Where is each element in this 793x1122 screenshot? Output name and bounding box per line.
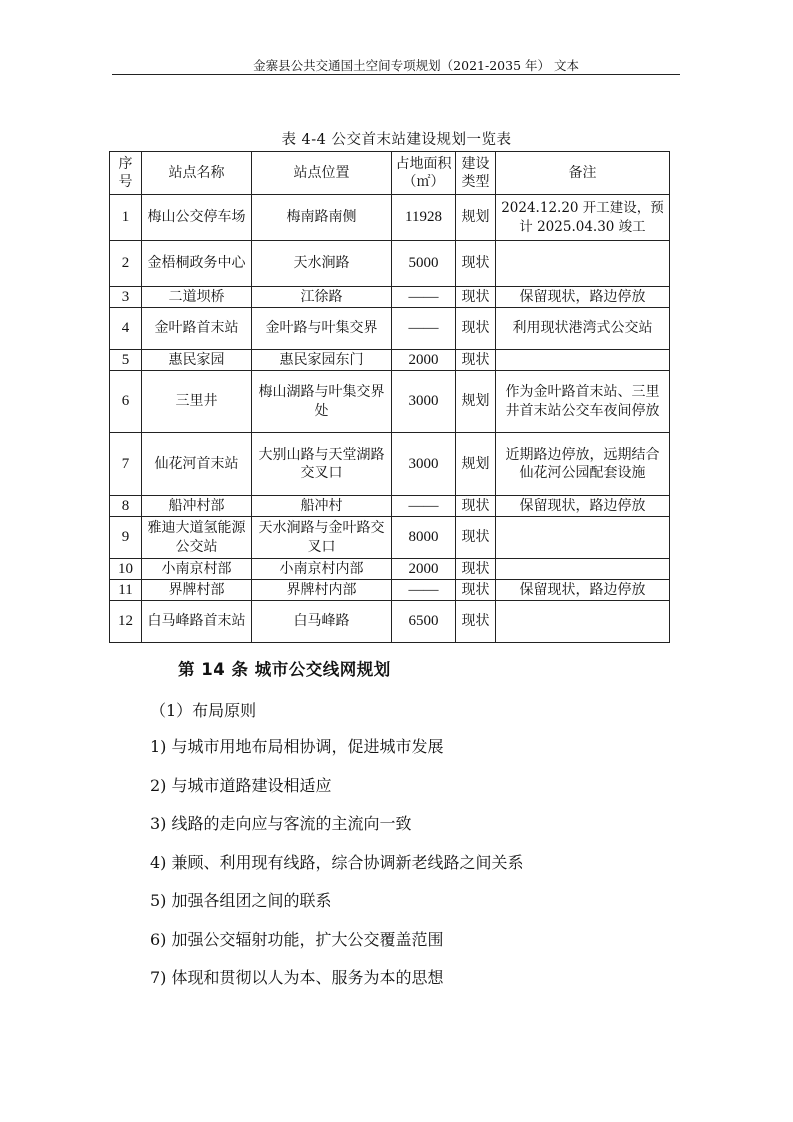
cell-location: 小南京村内部 [252,559,392,580]
table-row [110,371,670,433]
cell-location: 船冲村 [252,496,392,517]
list-item: 5) 加强各组团之间的联系 [150,891,332,910]
cell-note: 保留现状，路边停放 [496,496,670,517]
cell-note: 作为金叶路首末站、三里井首末站公交车夜间停放 [496,371,670,433]
cell-area: 2000 [392,559,456,580]
cell-type: 现状 [456,287,496,308]
cell-no: 11 [110,580,142,601]
table-row [110,433,670,496]
cell-location: 梅南路南侧 [252,195,392,241]
cell-location: 江徐路 [252,287,392,308]
cell-type: 现状 [456,350,496,371]
cell-no: 12 [110,601,142,643]
cell-name: 金叶路首末站 [142,308,252,350]
header-area: 占地面积（㎡） [392,152,456,195]
cell-area: 11928 [392,195,456,241]
cell-area: —— [392,308,456,350]
cell-type: 现状 [456,241,496,287]
cell-name: 二道坝桥 [142,287,252,308]
cell-note: 2024.12.20 开工建设，预计 2025.04.30 竣工 [496,195,670,241]
cell-location: 大别山路与天堂湖路交叉口 [252,433,392,496]
header-type: 建设类型 [456,152,496,195]
table-row [110,350,670,371]
cell-note [496,241,670,287]
cell-name: 界牌村部 [142,580,252,601]
cell-type: 现状 [456,496,496,517]
cell-type: 规划 [456,195,496,241]
cell-type: 现状 [456,559,496,580]
section-title: 第 14 条 城市公交线网规划 [178,660,391,679]
cell-note [496,350,670,371]
document-title: 金寨县公共交通国土空间专项规划（2021-2035 年） [253,58,550,73]
list-item: 7) 体现和贯彻以人为本、服务为本的思想 [150,968,444,987]
list-item: 2) 与城市道路建设相适应 [150,775,332,795]
cell-location: 惠民家园东门 [252,350,392,371]
cell-type: 现状 [456,601,496,643]
cell-name: 小南京村部 [142,559,252,580]
header-name: 站点名称 [142,152,252,195]
cell-location: 界牌村内部 [252,580,392,601]
table-row [110,195,670,241]
cell-area: —— [392,580,456,601]
section-subhead: （1）布局原则 [150,701,257,720]
cell-note [496,517,670,559]
cell-location: 白马峰路 [252,601,392,643]
header-no: 序号 [110,152,142,195]
cell-note: 保留现状，路边停放 [496,580,670,601]
list-item: 4) 兼顾、利用现有线路，综合协调新老线路之间关系 [150,852,524,872]
cell-name: 船冲村部 [142,496,252,517]
cell-no: 3 [110,287,142,308]
cell-note: 近期路边停放，远期结合仙花河公园配套设施 [496,433,670,496]
cell-area: 8000 [392,517,456,559]
cell-type: 现状 [456,517,496,559]
cell-name: 惠民家园 [142,350,252,371]
cell-location: 天水涧路与金叶路交叉口 [252,517,392,559]
cell-name: 仙花河首末站 [142,433,252,496]
cell-no: 8 [110,496,142,517]
cell-no: 9 [110,517,142,559]
table-row [110,287,670,308]
cell-location: 天水涧路 [252,241,392,287]
cell-no: 2 [110,241,142,287]
cell-area: 3000 [392,433,456,496]
table-row [110,580,670,601]
list-item: 1) 与城市用地布局相协调，促进城市发展 [150,737,444,756]
table-row [110,241,670,287]
cell-name: 雅迪大道氢能源公交站 [142,517,252,559]
cell-note [496,601,670,643]
cell-type: 现状 [456,308,496,350]
bus-terminal-table [109,151,670,643]
cell-no: 4 [110,308,142,350]
table-row [110,496,670,517]
cell-note [496,559,670,580]
header-location: 站点位置 [252,152,392,195]
cell-name: 梅山公交停车场 [142,195,252,241]
cell-type: 规划 [456,371,496,433]
table-caption: 表 4-4 公交首末站建设规划一览表 [281,132,512,148]
cell-type: 现状 [456,580,496,601]
cell-area: —— [392,496,456,517]
table-row [110,601,670,643]
cell-name: 金梧桐政务中心 [142,241,252,287]
table-row [110,517,670,559]
cell-location: 金叶路与叶集交界 [252,308,392,350]
cell-area: —— [392,287,456,308]
cell-type: 规划 [456,433,496,496]
header-note: 备注 [496,152,670,195]
cell-name: 三里井 [142,371,252,433]
list-item: 6) 加强公交辐射功能，扩大公交覆盖范围 [150,929,444,949]
cell-area: 5000 [392,241,456,287]
cell-area: 2000 [392,350,456,371]
cell-no: 10 [110,559,142,580]
cell-no: 6 [110,371,142,433]
principles-list [150,736,524,1006]
cell-name: 白马峰路首末站 [142,601,252,643]
table-row [110,559,670,580]
cell-no: 1 [110,195,142,241]
cell-no: 5 [110,350,142,371]
cell-note: 保留现状，路边停放 [496,287,670,308]
list-item: 3) 线路的走向应与客流的主流向一致 [150,814,412,833]
cell-note: 利用现状港湾式公交站 [496,308,670,350]
cell-no: 7 [110,433,142,496]
cell-area: 3000 [392,371,456,433]
cell-area: 6500 [392,601,456,643]
page-header [112,54,680,75]
cell-location: 梅山湖路与叶集交界处 [252,371,392,433]
table-row [110,308,670,350]
document-type: 文本 [554,58,580,73]
table-header-row [110,152,670,195]
